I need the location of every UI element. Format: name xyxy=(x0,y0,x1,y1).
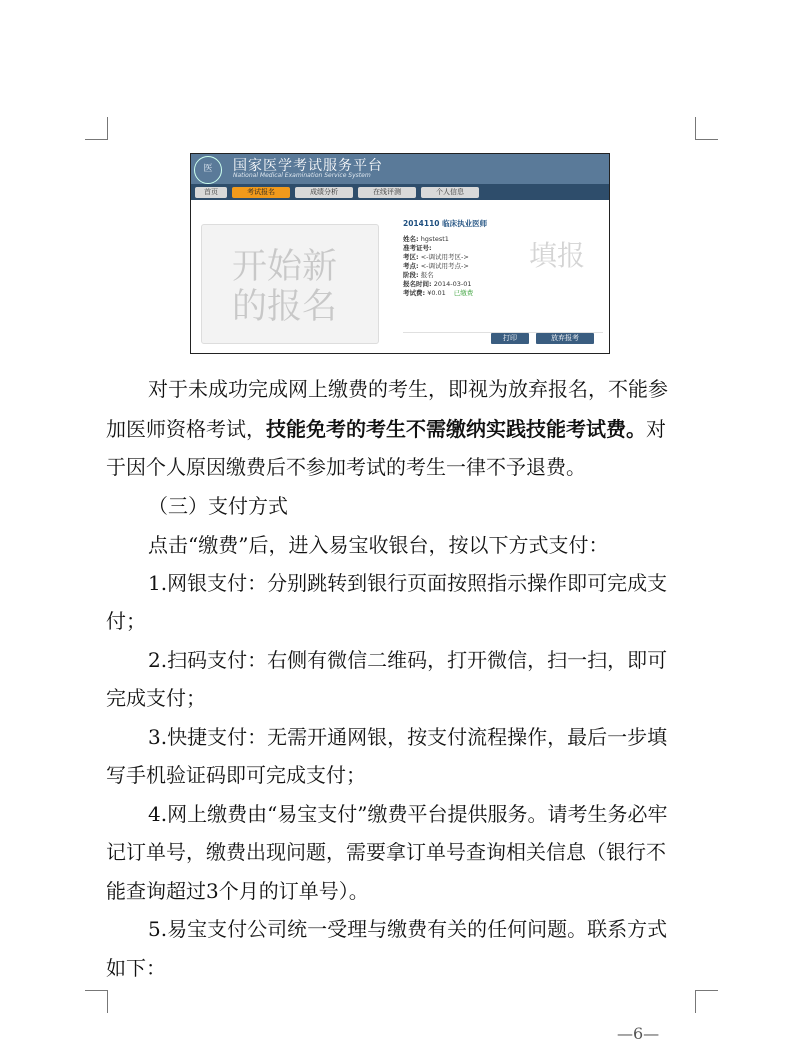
crop-mark-bottom-right xyxy=(695,990,718,1013)
platform-nav xyxy=(191,184,609,200)
crop-mark-bottom-left xyxy=(85,990,108,1013)
section-heading: （三）支付方式 xyxy=(148,494,288,518)
list-item: 4.网上缴费由“易宝支付”缴费平台提供服务。请考生务必牢 xyxy=(148,802,668,826)
start-new-registration-label: 开始新的报名 xyxy=(232,247,338,327)
field-row: 阶段: 报名 xyxy=(403,271,434,279)
embedded-screenshot xyxy=(190,153,610,354)
paragraph-line: 对于未成功完成网上缴费的考生，即视为放弃报名，不能参 xyxy=(148,377,668,401)
nav-personal-info[interactable]: 个人信息 xyxy=(421,187,479,198)
list-item: 完成支付； xyxy=(106,686,206,710)
list-item: 记订单号，缴费出现问题，需要拿订单号查询相关信息（银行不 xyxy=(106,840,666,864)
platform-subtitle: National Medical Examination Service System xyxy=(233,172,371,179)
list-item: 能查询超过3个月的订单号）。 xyxy=(106,879,369,903)
quit-exam-button[interactable]: 放弃报考 xyxy=(536,333,594,344)
bold-statement: 技能免考的考生不需缴纳实践技能考试费。 xyxy=(266,417,646,441)
crop-mark-top-right xyxy=(695,117,718,140)
field-row: 准考证号: xyxy=(403,244,432,252)
platform-header xyxy=(191,154,609,184)
field-row: 姓名: hgstest1 xyxy=(403,235,449,243)
logo-icon: 医 xyxy=(194,156,222,184)
platform-title: 国家医学考试服务平台 xyxy=(233,158,383,174)
field-row: 考区: <-调试用考区-> xyxy=(403,253,469,261)
nav-home[interactable]: 首页 xyxy=(195,187,227,198)
fill-watermark: 填报 xyxy=(529,239,586,272)
field-row: 考点: <-调试用考点-> xyxy=(403,262,469,270)
crop-mark-top-left xyxy=(85,117,108,140)
print-button[interactable]: 打印 xyxy=(491,333,529,344)
fee-row: 考试费: ¥0.01 已缴费 xyxy=(403,289,474,297)
fee-status: 已缴费 xyxy=(453,289,474,297)
platform-body xyxy=(191,200,609,353)
exam-title: 2014110 临床执业医师 xyxy=(403,219,488,228)
list-item: 付； xyxy=(106,609,146,633)
start-new-registration-card[interactable] xyxy=(201,224,379,344)
field-row: 报名时间: 2014-03-01 xyxy=(403,280,472,288)
list-item: 5.易宝支付公司统一受理与缴费有关的任何问题。联系方式 xyxy=(148,917,668,941)
list-item: 如下： xyxy=(106,956,166,980)
list-item: 写手机验证码即可完成支付； xyxy=(106,763,366,787)
paragraph-line: 于因个人原因缴费后不参加考试的考生一律不予退费。 xyxy=(106,455,586,479)
nav-online-test[interactable]: 在线评测 xyxy=(358,187,416,198)
list-item: 3.快捷支付：无需开通网银，按支付流程操作，最后一步填 xyxy=(148,725,668,749)
nav-score-analysis[interactable]: 成绩分析 xyxy=(295,187,353,198)
paragraph-line: 点击“缴费”后，进入易宝收银台，按以下方式支付： xyxy=(148,533,609,557)
list-item: 2.扫码支付：右侧有微信二维码，打开微信，扫一扫，即可 xyxy=(148,648,668,672)
nav-exam-register[interactable]: 考试报名 xyxy=(232,187,290,198)
list-item: 1.网银支付：分别跳转到银行页面按照指示操作即可完成支 xyxy=(148,571,668,595)
paragraph-line: 加医师资格考试，技能免考的考生不需缴纳实践技能考试费。对 xyxy=(106,417,666,441)
page-number: —6— xyxy=(617,1024,660,1043)
